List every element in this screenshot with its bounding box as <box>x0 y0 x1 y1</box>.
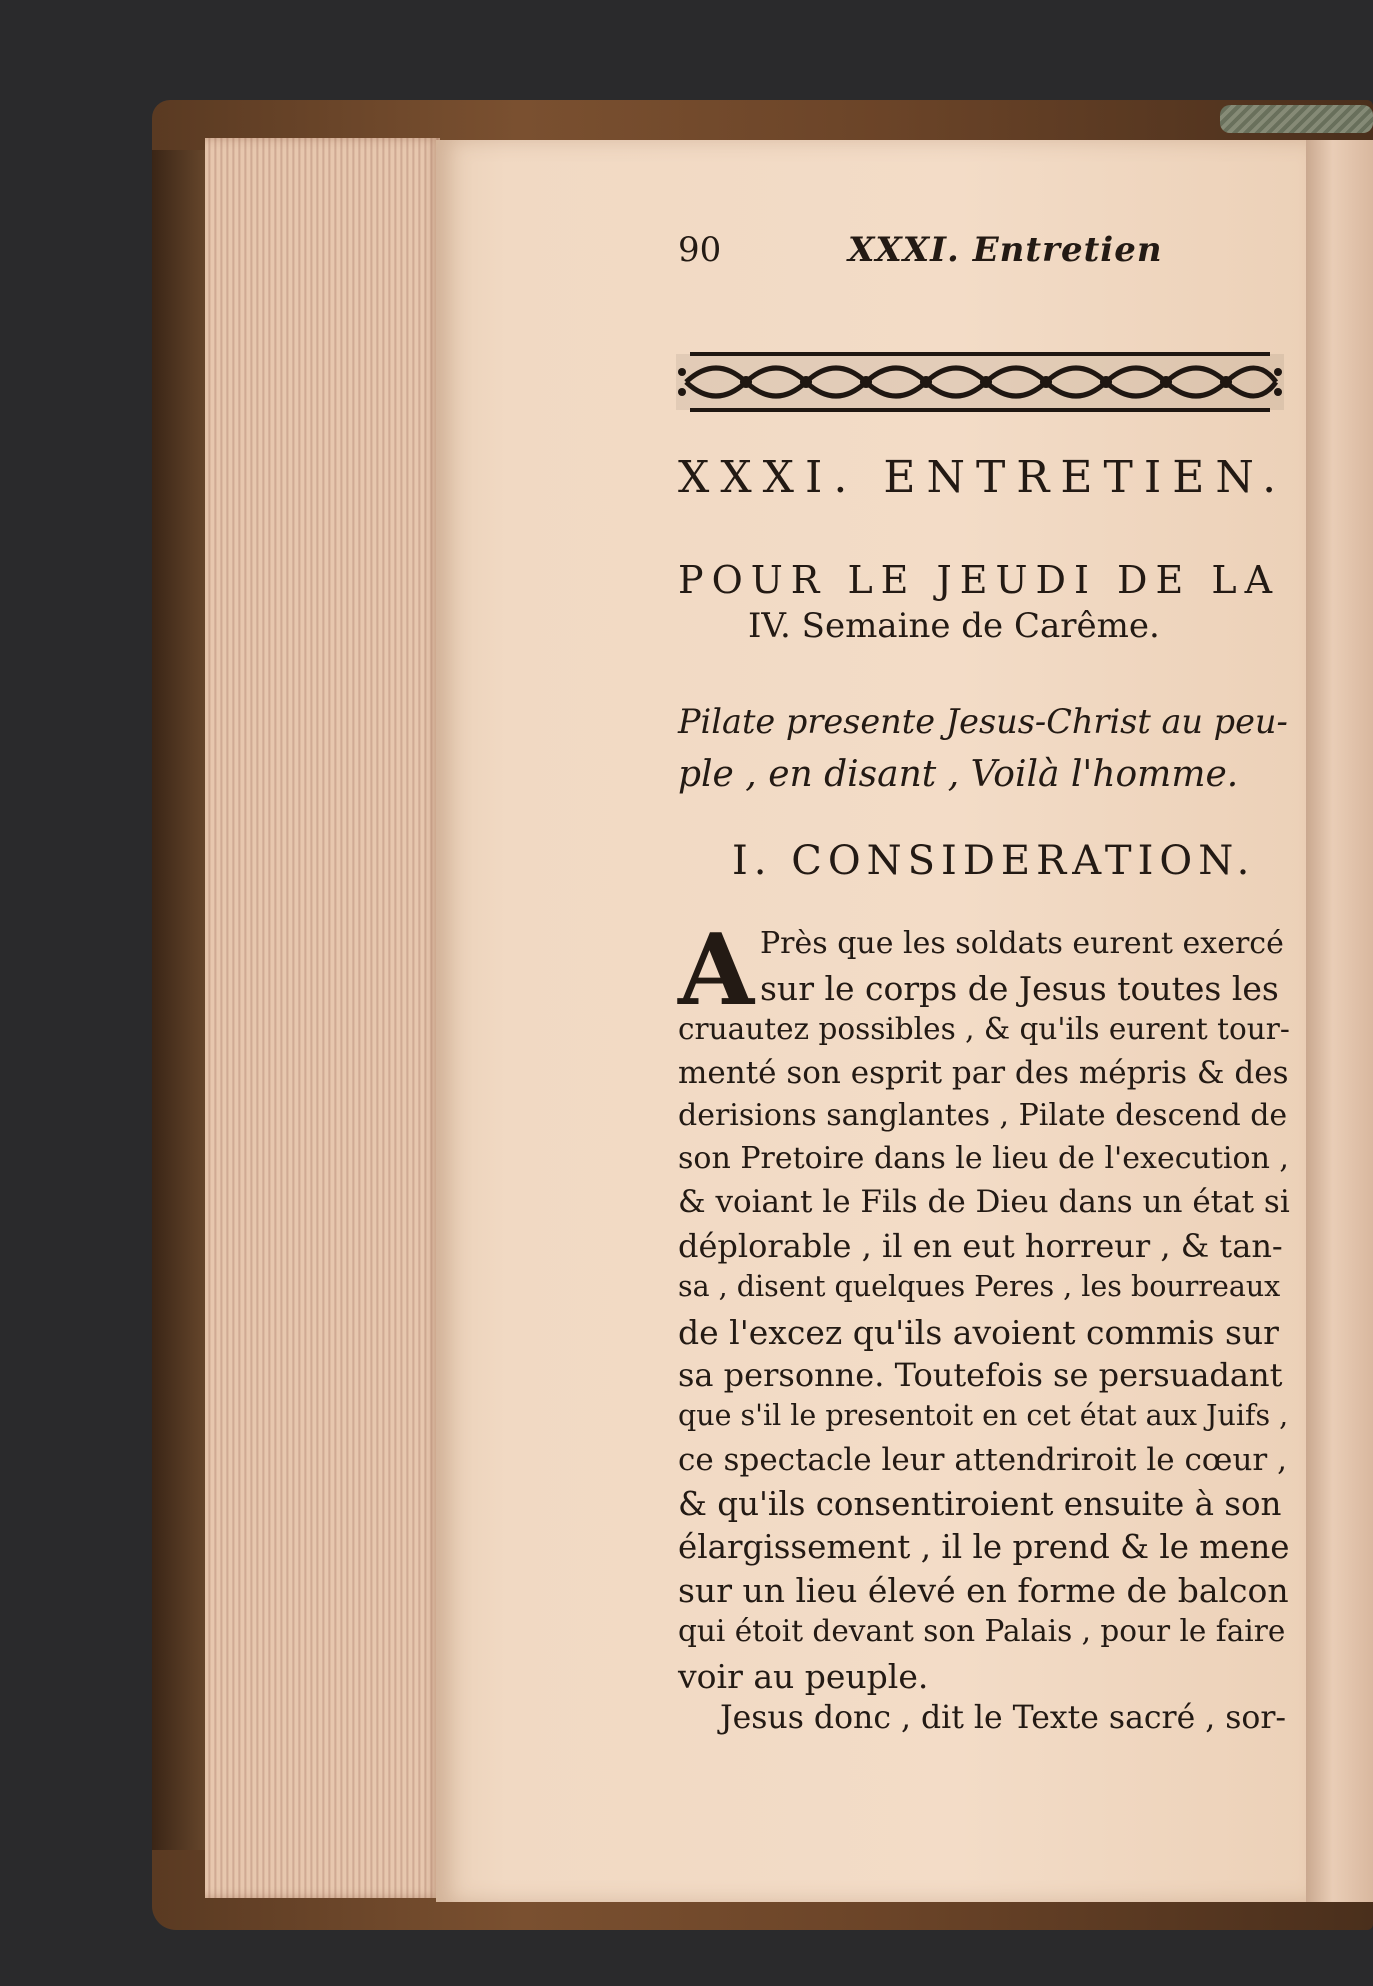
body-line: de l'excez qu'ils avoient commis sur <box>678 1313 1279 1352</box>
body-line: élargissement , il le prend & le mene <box>678 1528 1290 1566</box>
body-line: Jesus donc , dit le Texte sacré , sor- <box>720 1700 1287 1736</box>
body-line: sa personne. Toutefois se persuadant <box>678 1356 1283 1394</box>
running-header <box>678 230 1290 290</box>
body-line: sur le corps de Jesus toutes les <box>760 969 1279 1008</box>
body-line: déplorable , il en eut horreur , & tan- <box>678 1227 1283 1265</box>
body-line: & voiant le Fils de Dieu dans un état si <box>678 1184 1290 1220</box>
italic-summary-line-2: ple , en disant , Voilà l'homme. <box>678 754 1239 795</box>
body-line: & qu'ils consentiroient ensuite à son <box>678 1485 1282 1523</box>
body-line: son Pretoire dans le lieu de l'execution , <box>678 1141 1289 1176</box>
body-line: sa , disent quelques Peres , les bourreaux <box>678 1270 1281 1303</box>
subtitle-line-2: IV. Semaine de Carême. <box>748 606 1160 646</box>
page-edges <box>205 138 440 1898</box>
body-line: ce spectacle leur attendriroit le cœur , <box>678 1442 1287 1478</box>
page-number: 90 <box>678 230 722 270</box>
ornament-band-icon <box>676 348 1284 416</box>
body-line: menté son esprit par des mépris & des <box>678 1055 1289 1091</box>
body-line: sur un lieu élevé en forme de balcon <box>678 1571 1289 1610</box>
body-line: cruautez possibles , & qu'ils eurent tour- <box>678 1012 1290 1046</box>
body-line: Près que les soldats eurent exercé <box>760 926 1284 961</box>
body-line: derisions sanglantes , Pilate descend de <box>678 1098 1288 1133</box>
right-page-edge <box>1306 140 1373 1902</box>
body-line: voir au peuple. <box>678 1657 929 1696</box>
italic-summary-line-1: Pilate presente Jesus-Christ au peu- <box>678 702 1288 741</box>
body-line: que s'il le presentoit en cet état aux Juifs , <box>678 1399 1289 1432</box>
section-heading: I. CONSIDERATION. <box>732 838 1256 884</box>
ribbon-bookmark <box>1220 105 1373 133</box>
subtitle-line-1: POUR LE JEUDI DE LA <box>678 558 1281 602</box>
drop-cap: A <box>678 913 755 1028</box>
running-title: XXXI. Entretien <box>848 230 1163 270</box>
body-line: qui étoit devant son Palais , pour le faire <box>678 1614 1286 1648</box>
chapter-title: XXXI. ENTRETIEN. <box>678 452 1288 503</box>
book-spine <box>152 150 212 1850</box>
